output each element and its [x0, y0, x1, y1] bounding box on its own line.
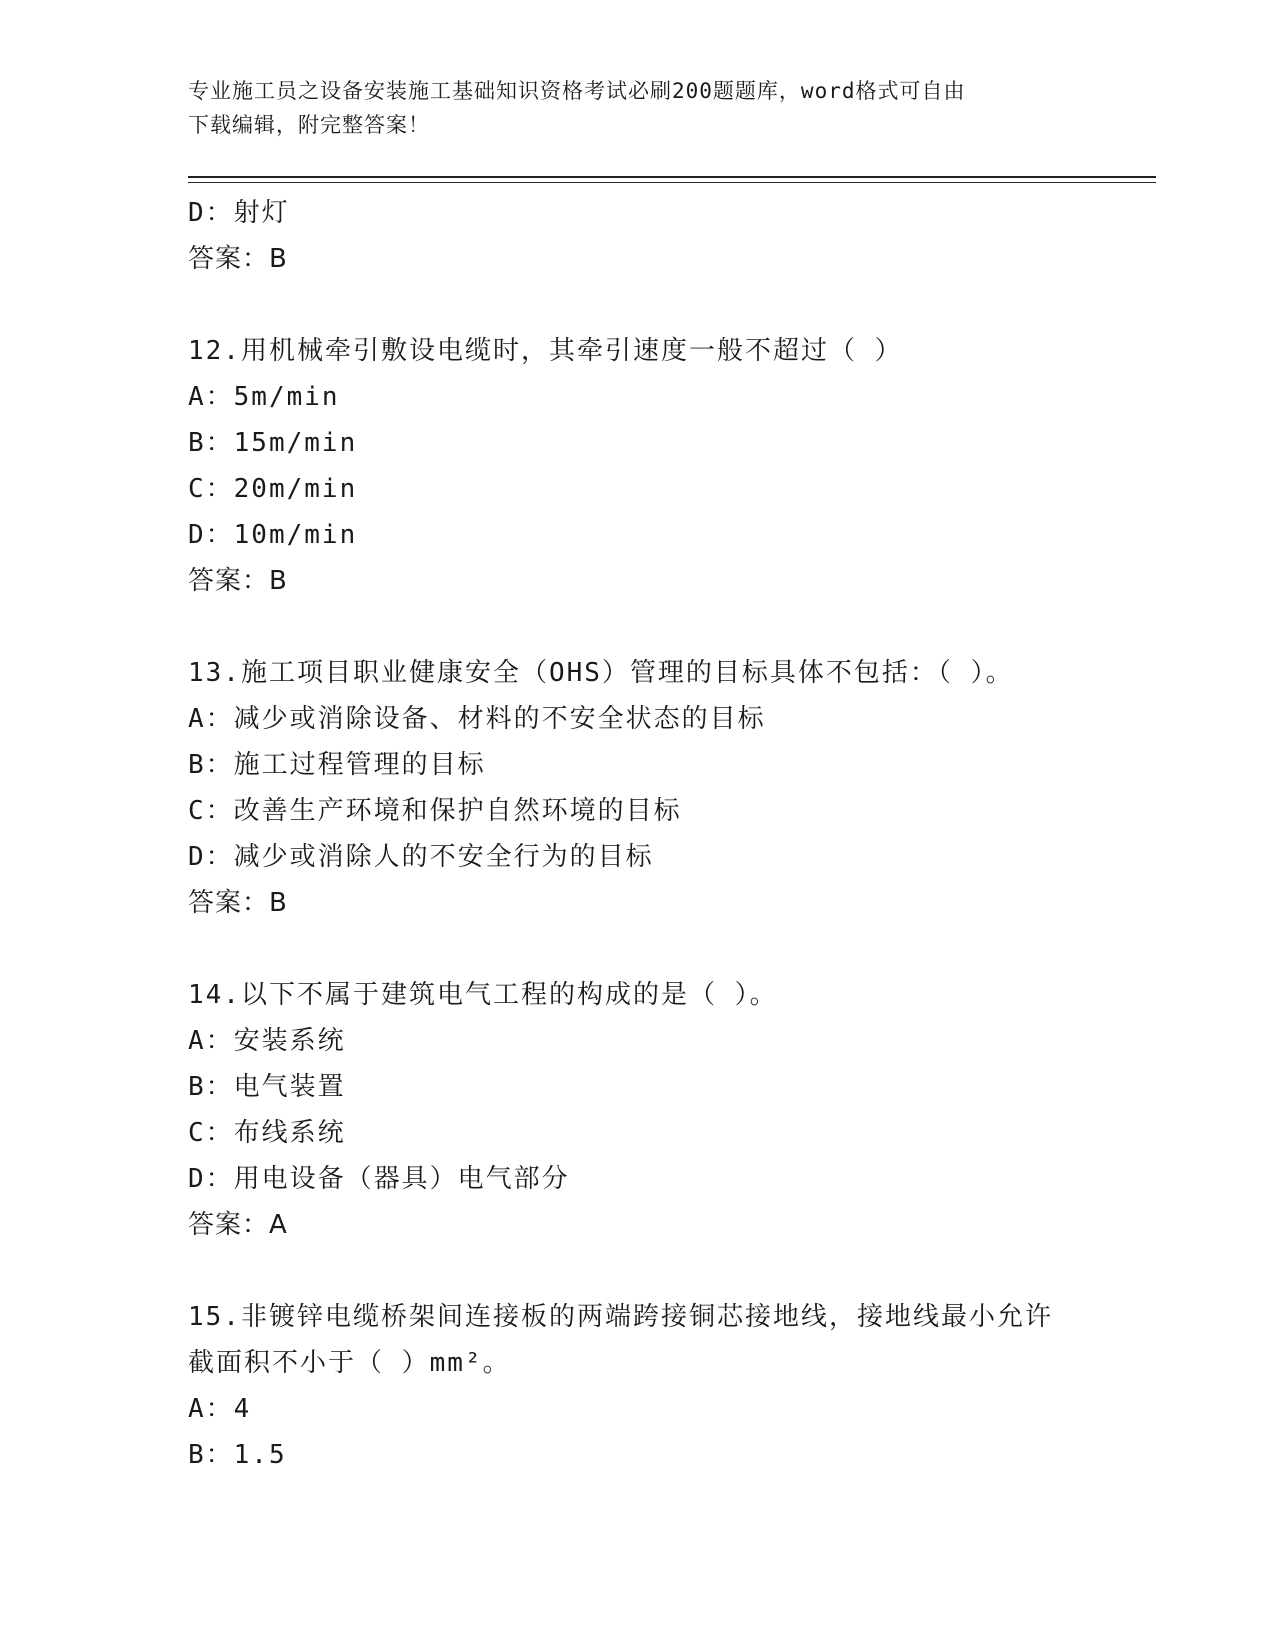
option-d: D：减少或消除人的不安全行为的目标	[188, 842, 654, 872]
header-divider	[188, 176, 1156, 178]
header-line-2: 下载编辑，附完整答案！	[188, 113, 430, 137]
option-d: D：10m/min	[188, 520, 358, 550]
option-d: D：用电设备（器具）电气部分	[188, 1164, 570, 1194]
option-a: A：减少或消除设备、材料的不安全状态的目标	[188, 704, 766, 734]
answer: 答案：B	[188, 888, 288, 918]
option-b: B：电气装置	[188, 1072, 346, 1102]
question-title-line-1: 15.非镀锌电缆桥架间连接板的两端跨接铜芯接地线，接地线最小允许	[188, 1302, 1053, 1332]
option-b: B：施工过程管理的目标	[188, 750, 486, 780]
prev-option-d: D：射灯	[188, 198, 290, 228]
option-b: B：15m/min	[188, 428, 358, 458]
option-a: A：5m/min	[188, 382, 340, 412]
header-divider-thin	[188, 182, 1156, 183]
question-13	[188, 650, 1088, 926]
question-12	[188, 328, 1088, 604]
answer: 答案：A	[188, 1210, 288, 1240]
option-c: C：改善生产环境和保护自然环境的目标	[188, 796, 682, 826]
option-a: A：4	[188, 1394, 252, 1424]
option-b: B：1.5	[188, 1440, 287, 1470]
option-c: C：布线系统	[188, 1118, 346, 1148]
option-a: A：安装系统	[188, 1026, 346, 1056]
question-14	[188, 972, 1088, 1248]
question-15	[188, 1294, 1088, 1478]
option-c: C：20m/min	[188, 474, 358, 504]
prev-answer: 答案：B	[188, 244, 288, 274]
question-title-line-2: 截面积不小于（ ）mm²。	[188, 1348, 511, 1378]
header-line-1: 专业施工员之设备安装施工基础知识资格考试必刷200题题库，word格式可自由	[188, 79, 966, 103]
question-title: 14.以下不属于建筑电气工程的构成的是（ ）。	[188, 980, 778, 1010]
question-title: 13.施工项目职业健康安全（OHS）管理的目标具体不包括：（ ）。	[188, 658, 1014, 688]
answer: 答案：B	[188, 566, 288, 596]
document-header	[188, 74, 1088, 142]
question-title: 12.用机械牵引敷设电缆时，其牵引速度一般不超过（ ）	[188, 336, 903, 366]
question-list	[188, 190, 1088, 1478]
